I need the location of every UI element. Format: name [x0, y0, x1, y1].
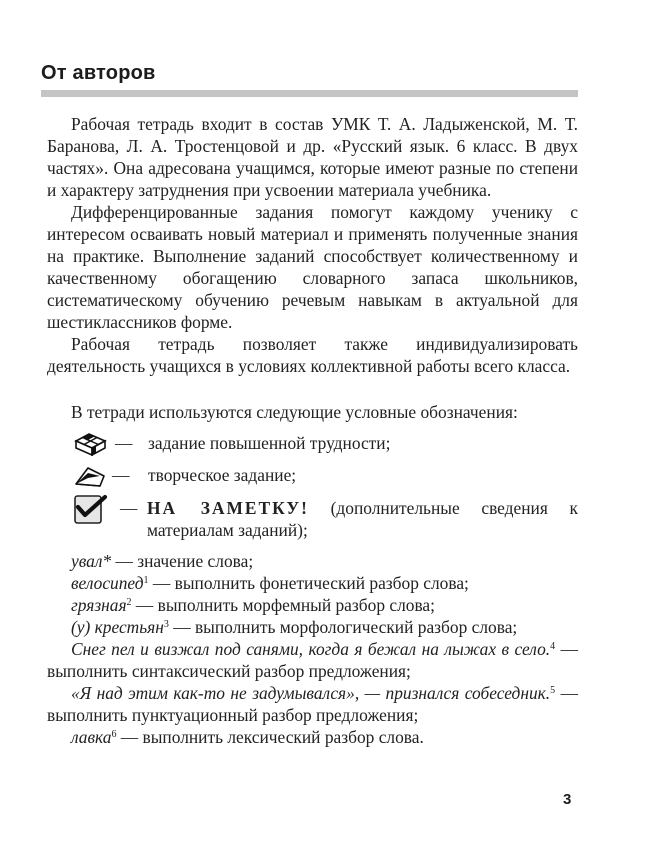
notation-word: велосипед — [71, 573, 144, 593]
footnote-mark: 5 — [550, 685, 556, 696]
notation-text: — выполнить лексический разбор слова. — [116, 727, 424, 747]
notation-item — [47, 726, 578, 748]
footnote-mark: 1 — [143, 575, 149, 586]
dash: — — [115, 433, 133, 453]
footnote-mark: 2 — [126, 597, 132, 608]
notation-text: — выполнить фонетический разбор слова; — [148, 573, 469, 593]
notation-word: «Я над этим как-то не задумывался», — признался собеседник. — [71, 683, 551, 703]
notation-word: увал* — [71, 551, 112, 571]
notation-item — [47, 572, 578, 594]
notation-item — [47, 594, 578, 616]
footnote-mark: 6 — [111, 729, 117, 740]
box-difficulty-icon — [74, 432, 108, 461]
notation-text: — значение слова; — [111, 551, 254, 571]
legend-intro: В тетради используются следующие условные обозначения: — [71, 402, 518, 422]
notation-text: — выполнить пунктуационный разбор предложения; — [47, 683, 578, 725]
notation-item — [47, 616, 578, 638]
paragraph-2: Дифференцированные задания помогут каждому ученику с интересом осваивать новый материал и применять полученные знания на практике. Выполнение заданий способствует количественному и качественному обогащению словарного запаса школьников, систематическому обучению речевым навыкам в актуальной для шестиклассников форме. — [47, 202, 578, 332]
footnote-mark: 4 — [550, 641, 556, 652]
dash: — — [112, 465, 130, 485]
notation-item — [47, 682, 578, 726]
notation-text: — выполнить синтаксический разбор предложения; — [47, 639, 578, 681]
paragraph-3: Рабочая тетрадь позволяет также индивидуализировать деятельность учащихся в условиях коллективной работы всего класса. — [47, 334, 578, 376]
notation-item — [47, 550, 578, 572]
notation-word: грязная — [71, 595, 127, 615]
notation-word: (у) крестьян — [71, 617, 164, 637]
checkmark-note-icon — [74, 494, 108, 531]
dash: — — [120, 498, 138, 518]
paragraph-1: Рабочая тетрадь входит в состав УМК Т. А. Ладыженской, М. Т. Баранова, Л. А. Тростенцовой и др. «Русский язык. 6 класс. В двух частях». Она адресована учащимся, которые имеют разные по степени и характеру затруднения при усвоении материала учебника. — [47, 114, 578, 200]
intro-text — [47, 113, 578, 377]
legend-text: задание повышенной трудности; — [148, 433, 391, 453]
title-underline-bar — [41, 90, 578, 97]
notation-list — [47, 550, 578, 748]
notation-text: — выполнить морфологический разбор слова; — [168, 617, 518, 637]
page-number: 3 — [563, 791, 572, 808]
notation-item — [47, 638, 578, 682]
notation-text: — выполнить морфемный разбор слова; — [131, 595, 435, 615]
footnote-mark: 3 — [163, 619, 169, 630]
notation-word: лавка — [71, 727, 112, 747]
note-description — [147, 497, 578, 541]
page-title: От авторов — [41, 62, 156, 84]
legend-text: творческое задание; — [148, 465, 297, 485]
notation-word: Снег пел и визжал под санями, когда я бежал на лыжах в село. — [71, 639, 551, 659]
note-text: (дополнительные сведения к материалам заданий); — [147, 498, 578, 540]
pencil-creative-icon — [74, 464, 108, 493]
note-label: НА ЗАМЕТКУ! — [147, 498, 309, 518]
